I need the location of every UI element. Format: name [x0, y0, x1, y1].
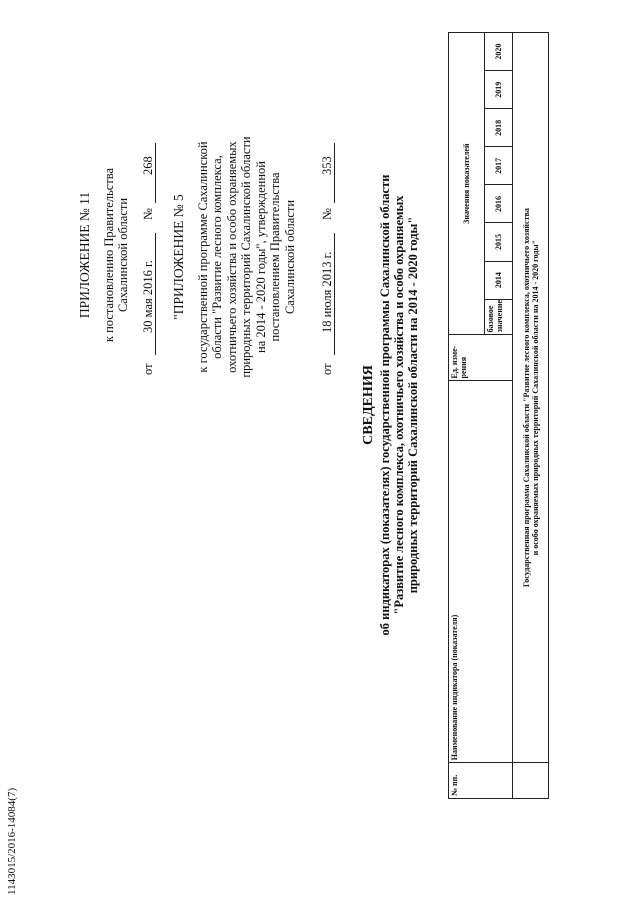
program-row-no: [513, 763, 549, 799]
col-header-no: № пп.: [449, 763, 513, 799]
heading-line1: об индикаторах (показателях) государственной программы Сахалинской области: [378, 174, 392, 636]
program-row-line2: и особо охраняемых природных территорий Сахалинской области на 2014 - 2020 годы": [530, 239, 540, 556]
col-header-unit: Ед. изме-рения: [449, 335, 513, 381]
appendix-5-line4: природных территорий Сахалинской области: [239, 136, 253, 378]
appendix-5-no-sign: №: [320, 208, 334, 220]
appendix-11-line1: к постановлению Правительства: [101, 167, 116, 343]
appendix-5-line6: постановлением Правительства: [268, 172, 282, 342]
col-header-name: Наименование индикатора (показателя): [449, 381, 513, 763]
appendix-5-title: "ПРИЛОЖЕНИЕ № 5: [171, 194, 186, 320]
appendix-5-line1: к государственной программе Сахалинской: [195, 141, 210, 373]
program-row-line1: Государственная программа Сахалинской области "Развитие лесного комплекса, охотничьего хозяйства: [521, 208, 531, 588]
appendix-5-ot: от: [320, 363, 334, 375]
col-header-2019: 2019: [485, 71, 513, 109]
indicators-table: [448, 32, 549, 799]
appendix-11-ot: от: [141, 363, 155, 375]
col-header-base: базовое значение: [485, 299, 513, 335]
heading-title: СВЕДЕНИЯ: [361, 365, 376, 445]
col-header-2018: 2018: [485, 109, 513, 147]
appendix-5-number: 353: [320, 156, 334, 175]
appendix-11-block: [78, 125, 131, 385]
col-header-values: Значения показателей: [449, 33, 485, 335]
appendix-5-block: [172, 117, 297, 397]
appendix-5-line5: на 2014 - 2020 годы", утвержденной: [253, 161, 268, 353]
appendix-5-line2: области "Развитие лесного комплекса,: [210, 155, 224, 359]
appendix-11-title: ПРИЛОЖЕНИЕ № 11: [77, 191, 92, 319]
col-header-2015: 2015: [485, 223, 513, 261]
heading-line3: природных территорий Сахалинской области на 2014 - 2020 годы": [406, 216, 420, 594]
document-heading: [360, 145, 420, 665]
col-header-2017: 2017: [485, 147, 513, 185]
appendix-11-line2: Сахалинской области: [116, 197, 130, 313]
appendix-11-number: 268: [141, 156, 155, 175]
document-registration-number: 1143015/2016-14084(7): [6, 787, 18, 895]
program-row-title: [513, 33, 549, 763]
appendix-5-line3: охотничьего хозяйства и особо охраняемых: [224, 141, 239, 373]
col-header-2020: 2020: [485, 33, 513, 71]
col-header-2014: 2014: [485, 261, 513, 299]
appendix-5-line7: Сахалинской области: [282, 199, 297, 315]
heading-line2: "Развитие лесного комплекса, охотничьего хозяйства и особо охраняемых: [392, 195, 406, 615]
appendix-11-no-sign: №: [141, 208, 155, 220]
appendix-5-date: 18 июля 2013 г.: [320, 251, 334, 333]
appendix-11-date: 30 мая 2016 г.: [141, 260, 155, 333]
col-header-2016: 2016: [485, 185, 513, 223]
